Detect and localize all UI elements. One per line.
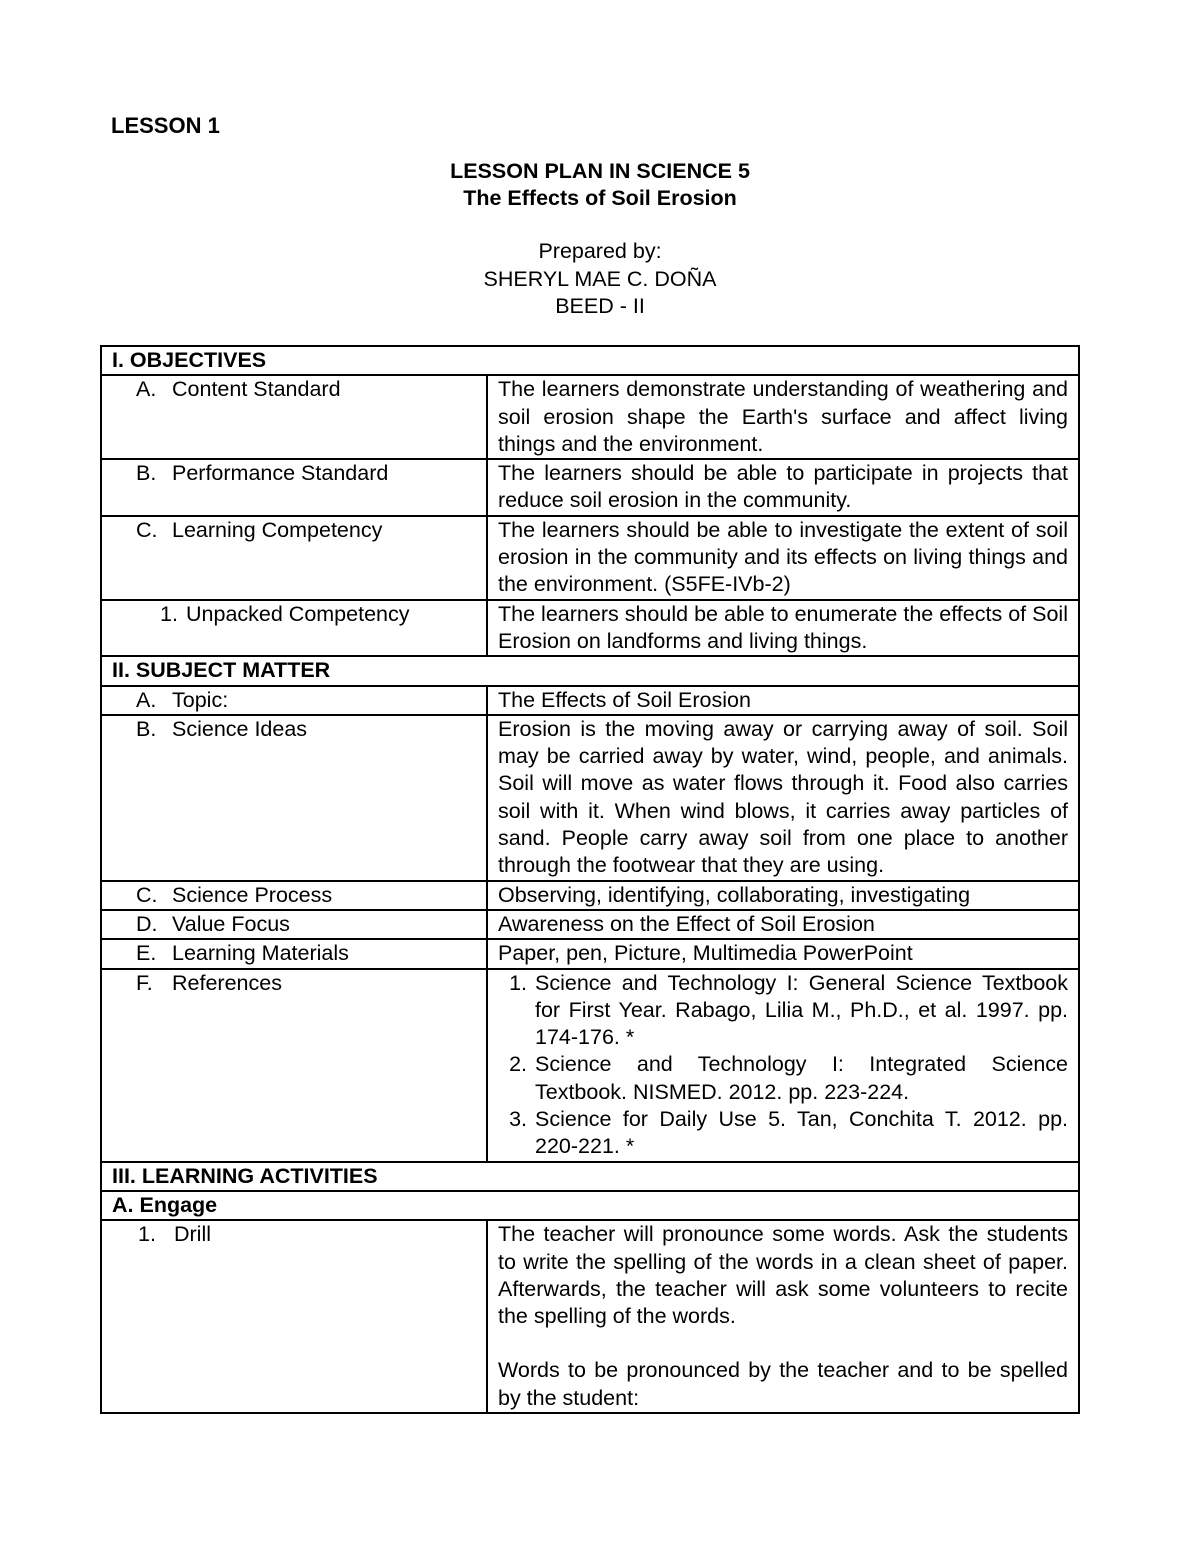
- document-title: LESSON PLAN IN SCIENCE 5: [450, 159, 750, 183]
- learning-materials-text: Paper, pen, Picture, Multimedia PowerPoint: [487, 939, 1079, 968]
- document-subtitle: The Effects of Soil Erosion: [463, 186, 737, 210]
- row-label: [101, 910, 487, 939]
- item-letter: B.: [136, 461, 157, 486]
- drill-text: The teacher will pronounce some words. Ask the students to write the spelling of the words in a clean sheet of paper. Afterwards, the teacher will ask some volunteers to recite the spelling of the words.: [498, 1222, 1068, 1329]
- item-letter: A.: [136, 377, 157, 402]
- topic-text: The Effects of Soil Erosion: [487, 686, 1079, 715]
- reference-item: 3. Science for Daily Use 5. Tan, Conchita T. 2012. pp. 220-221. *: [533, 1106, 1068, 1161]
- section-heading-objectives: I. OBJECTIVES: [101, 346, 1079, 375]
- item-letter: E.: [136, 941, 157, 966]
- row-label: [101, 881, 487, 910]
- unpacked-competency-text: The learners should be able to enumerate the effects of Soil Erosion on landforms and living things.: [487, 600, 1079, 657]
- prepared-by-block: [0, 238, 1200, 321]
- section-heading-learning-activities: III. LEARNING ACTIVITIES: [101, 1162, 1079, 1191]
- item-label: Performance Standard: [172, 461, 389, 486]
- item-label: Topic:: [172, 687, 229, 712]
- author-name: SHERYL MAE C. DOÑA: [483, 266, 717, 291]
- item-label: Learning Competency: [172, 517, 383, 542]
- item-letter: D.: [136, 911, 158, 936]
- lesson-plan-table: [100, 345, 1080, 1414]
- title-block: [0, 158, 1200, 212]
- references-list: [498, 970, 1068, 1161]
- paragraph-gap: [498, 1330, 1068, 1357]
- table-row: [101, 1191, 1079, 1220]
- item-letter: A.: [136, 687, 157, 712]
- row-label: [101, 969, 487, 1162]
- drill-cell: [487, 1220, 1079, 1413]
- table-row: [101, 910, 1079, 939]
- table-row: [101, 375, 1079, 459]
- value-focus-text: Awareness on the Effect of Soil Erosion: [487, 910, 1079, 939]
- prepared-by-label: Prepared by:: [538, 239, 662, 263]
- table-row: [101, 459, 1079, 516]
- item-label: Drill: [174, 1222, 212, 1247]
- science-process-text: Observing, identifying, collaborating, investigating: [487, 881, 1079, 910]
- table-row: [101, 1162, 1079, 1191]
- item-number: 1.: [160, 601, 178, 626]
- table-row: [101, 686, 1079, 715]
- row-label: [101, 600, 487, 657]
- table-row: [101, 600, 1079, 657]
- performance-standard-text: The learners should be able to participate in projects that reduce soil erosion in the community.: [487, 459, 1079, 516]
- subsection-heading-engage: A. Engage: [101, 1191, 1079, 1220]
- table-row: [101, 516, 1079, 600]
- item-label: Science Process: [172, 882, 333, 907]
- table-row: [101, 881, 1079, 910]
- row-label: [101, 1220, 487, 1413]
- row-label: [101, 715, 487, 881]
- science-ideas-text: Erosion is the moving away or carrying away of soil. Soil may be carried away by water, wind, people, and animals. Soil will move as water flows through it. Food also carries soil with it. When wind blows, it carries away particles of sand. People carry away soil from one place to another through the footwear that they are using.: [487, 715, 1079, 881]
- reference-item: 2. Science and Technology I: Integrated Science Textbook. NISMED. 2012. pp. 223-224.: [533, 1051, 1068, 1106]
- references-cell: [487, 969, 1079, 1162]
- item-label: Learning Materials: [172, 941, 349, 966]
- section-heading-subject-matter: II. SUBJECT MATTER: [101, 656, 1079, 685]
- learning-competency-text: The learners should be able to investigate the extent of soil erosion in the community and its effects on living things and the environment. (S5FE-IVb-2): [487, 516, 1079, 600]
- item-letter: C.: [136, 882, 158, 907]
- item-label: Value Focus: [172, 911, 290, 936]
- item-label: Unpacked Competency: [186, 601, 410, 626]
- item-letter: F.: [136, 970, 153, 995]
- content-standard-text: The learners demonstrate understanding of weathering and soil erosion shape the Earth's surface and affect living things and the environment.: [487, 375, 1079, 459]
- item-label: Content Standard: [172, 377, 341, 402]
- table-row: [101, 969, 1079, 1162]
- item-number: 1.: [138, 1222, 156, 1247]
- row-label: [101, 686, 487, 715]
- item-letter: C.: [136, 517, 158, 542]
- reference-item: 1. Science and Technology I: General Science Textbook for First Year. Rabago, Lilia M., Ph.D., et al. 1997. pp. 174-176. *: [533, 970, 1068, 1052]
- item-label: Science Ideas: [172, 716, 308, 741]
- table-row: [101, 656, 1079, 685]
- table-row: [101, 1220, 1079, 1413]
- row-label: [101, 939, 487, 968]
- lesson-label: LESSON 1: [111, 113, 220, 138]
- table-row: [101, 346, 1079, 375]
- table-row: [101, 715, 1079, 881]
- drill-words-intro: Words to be pronounced by the teacher and to be spelled by the student:: [498, 1358, 1068, 1410]
- item-label: References: [172, 970, 282, 995]
- row-label: [101, 375, 487, 459]
- row-label: [101, 516, 487, 600]
- row-label: [101, 459, 487, 516]
- author-course: BEED - II: [555, 294, 645, 318]
- table-row: [101, 939, 1079, 968]
- item-letter: B.: [136, 716, 157, 741]
